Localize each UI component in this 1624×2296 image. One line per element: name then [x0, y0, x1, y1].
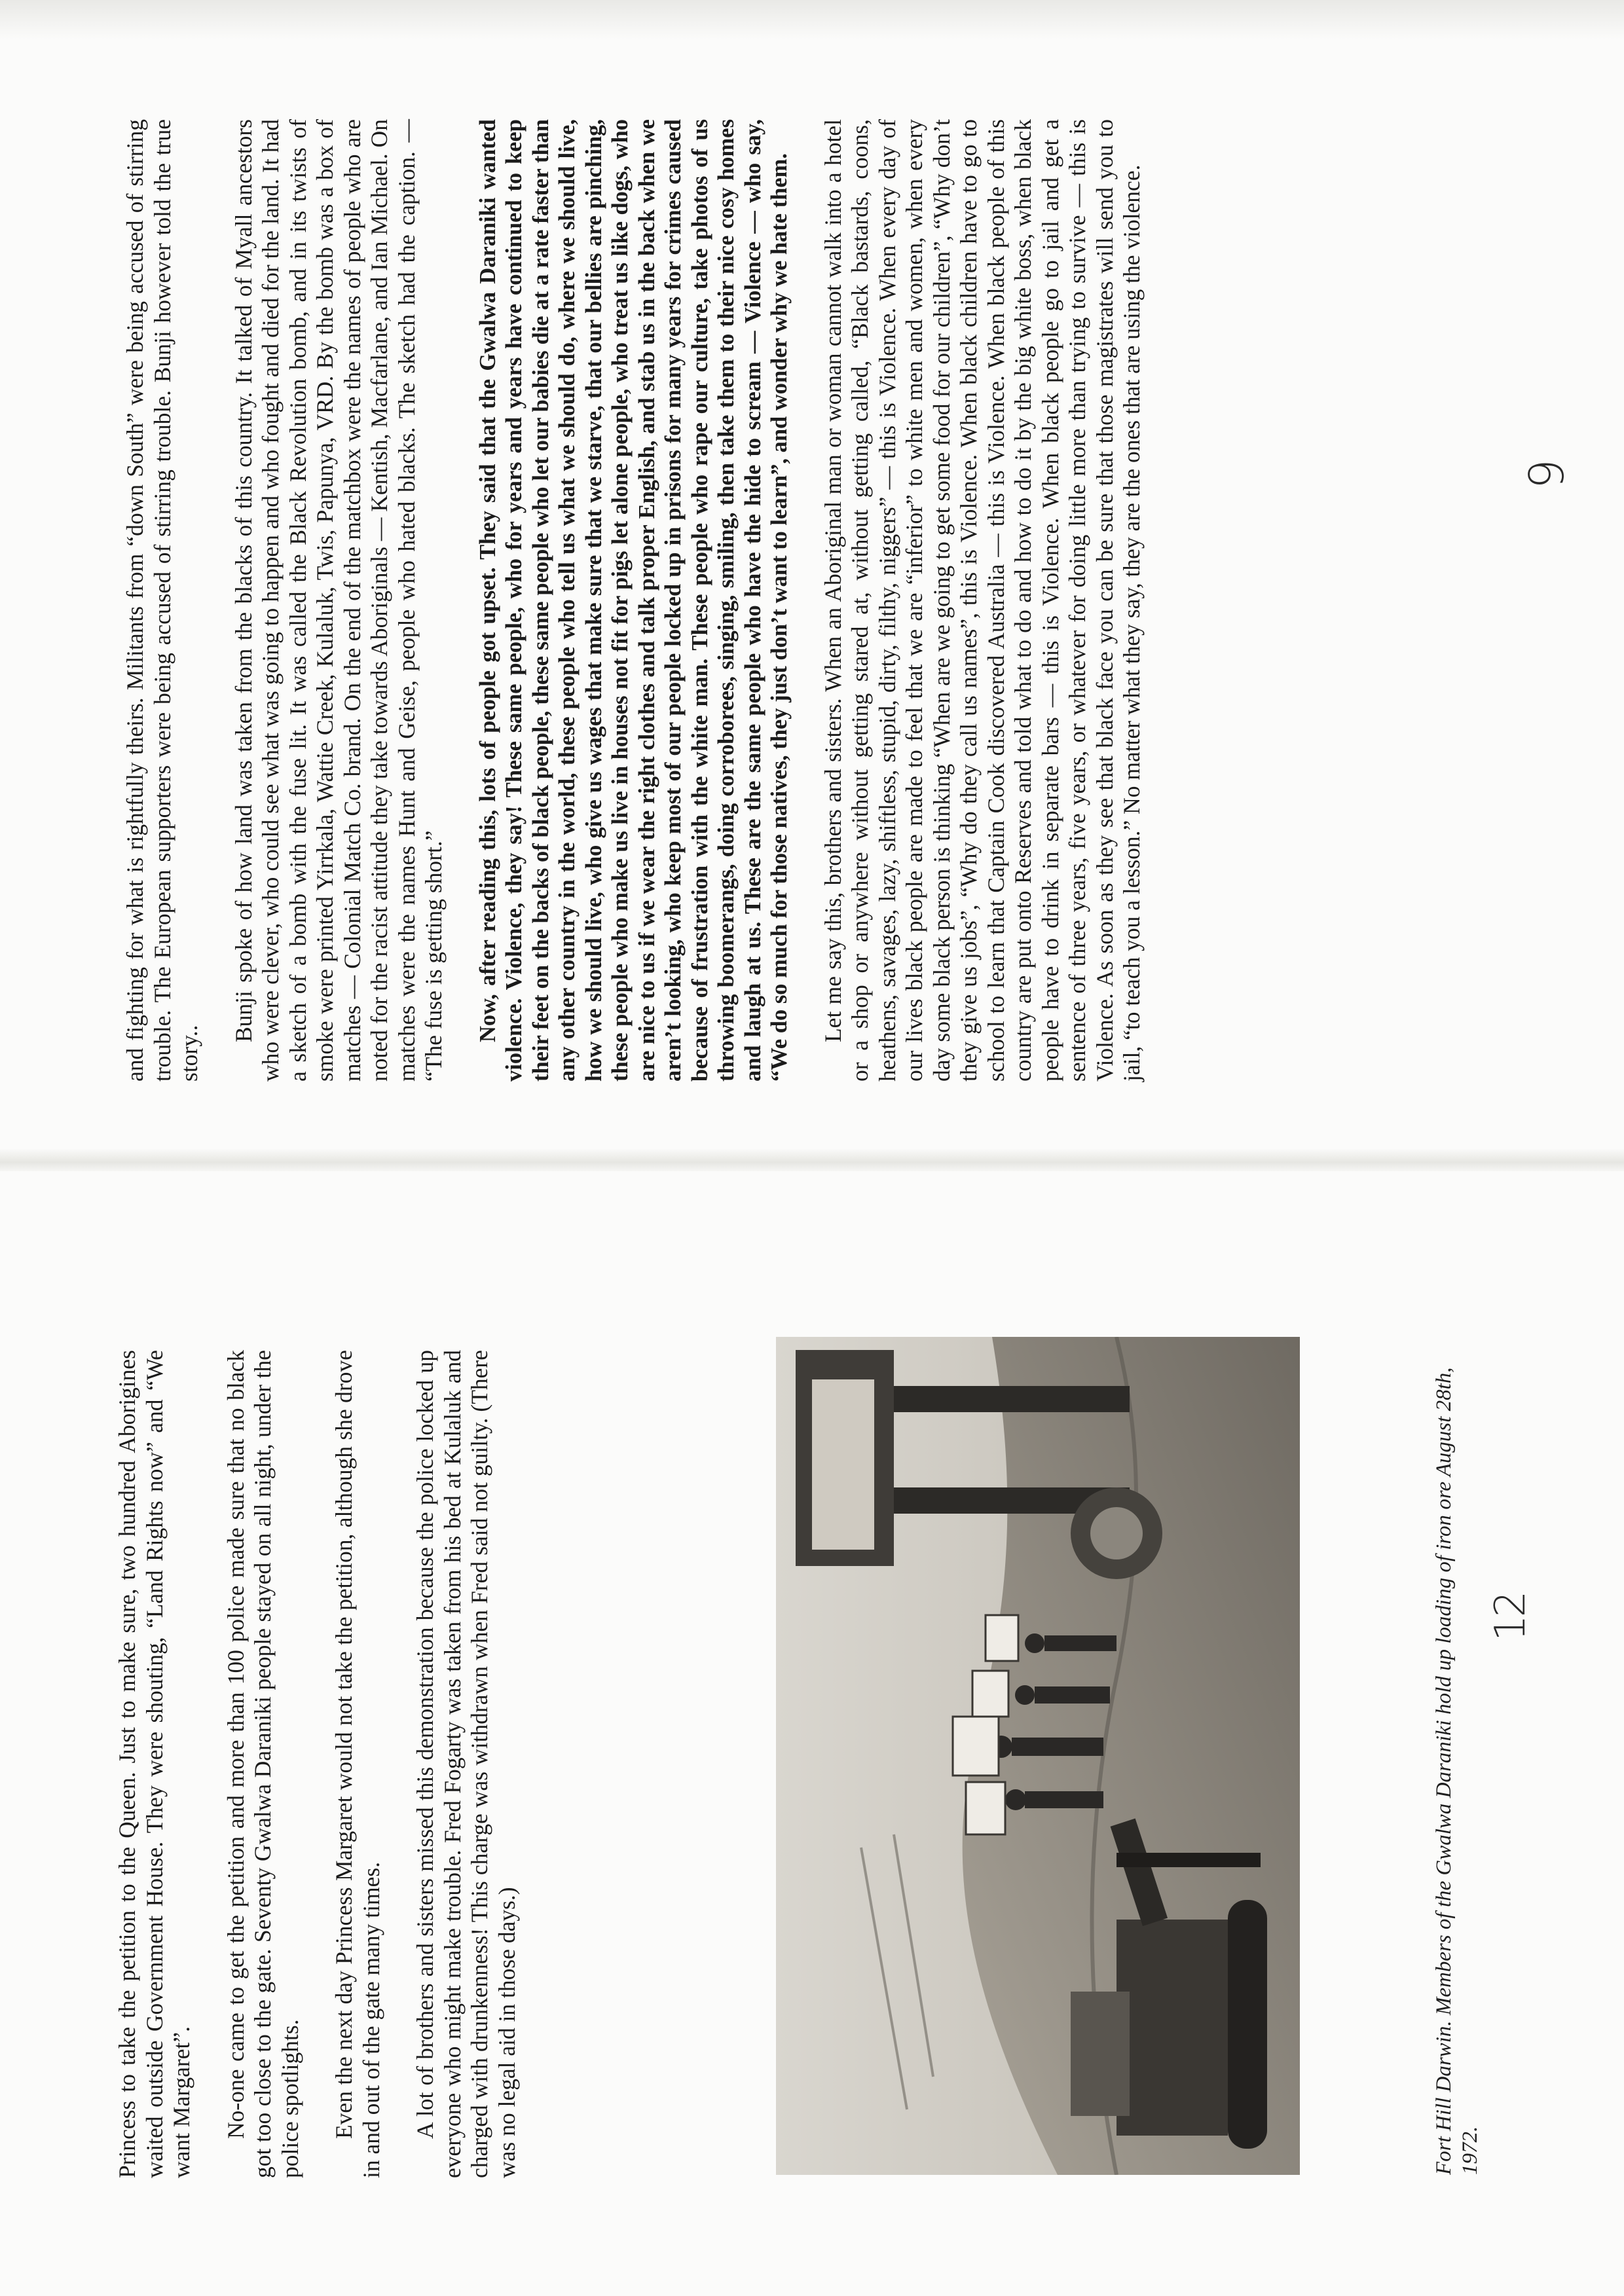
page-number-right: 9: [1519, 459, 1574, 489]
page-12: [0, 1170, 1624, 2296]
left-paragraph-4: A lot of brothers and sisters missed this demonstration because the police locked up everyone who might make trouble. Fred Fogarty was taken from his bed at Kulaluk and charged with drunkenness! This charge was withdrawn when Fred said not guilty. (There was no legal aid in those days.): [412, 1350, 520, 2178]
left-paragraph-1: Princess to take the petition to the Queen. Just to make sure, two hundred Aborigines waited outside Government House. They were shouting, “Land Rights now” and “We want Margaret”.: [114, 1350, 194, 2178]
page-number-left: 12: [1486, 1593, 1535, 1641]
left-paragraph-2: No-one came to get the petition and more than 100 police made sure that no black got too close to the gate. Seventy Gwalwa Daraniki people stayed on all night, under the police spotlights.: [222, 1350, 303, 2178]
right-paragraph-1: and fighting for what is rightfully theirs. Militants from “down South” were being accused of stirring trouble. The European supporters were being accused of stirring trouble. Bunji however told the true story..: [122, 119, 202, 1082]
fort-hill-photo-drawing: [776, 1337, 1300, 2175]
right-paragraph-2: Bunji spoke of how land was taken from the blacks of this country. It talked of Myall ancestors who were clever, who could see what was going to happen and who fought and died for the land. It had a sketch of a bomb with the fuse lit. It was called the Black Revolution bomb, and in its twists of smoke were printed Yirrkala, Wattie Creek, Kulaluk, Twis, Papunya, VRD. By the bomb was a box of matches — Colonial Match Co. brand. On the end of the matchbox were the names of people who are noted for the racist attitude they take towards Aboriginals — Kentish, Macfarlane, and Ian Michael. On matches were the names Hunt and Geise, people who hated blacks. The sketch had the caption. — “The fuse is getting short.”: [230, 119, 447, 1082]
page-fold: [0, 1149, 1624, 1171]
fort-hill-photo: [776, 1337, 1300, 2175]
left-text-column: [114, 1350, 521, 2178]
right-paragraph-4: Let me say this, brothers and sisters. When an Aboriginal man or woman cannot walk into a hotel or a shop or anywhere without getting stared at, without getting called, “Black bastards, coons, heathens, savages, lazy, shiftless, stupid, dirty, filthy, niggers” — this is Violence. When every day of our lives black people are made to feel that we are “inferior” to white men and women, when every day some black person is thinking “When are we going to get some food for our children”, “Why don’t they give us jobs”, “Why do they call us names”, this is Violence. When black children have to go to school to learn that Captain Cook discovered Australia — this is Violence. When black people of this country are put onto Reserves and told what to do and how to do it by the big white boss, when black people have to drink in separate bars — this is Violence. When black people go to jail and get a sentence of three years, five years, or whatever for doing little more than trying to survive — this is Violence. As soon as they see that black face you can be sure that those magistrates will send you to jail, “to teach you a lesson.” No matter what they say, they are the ones that are using the violence.: [819, 119, 1145, 1082]
right-paragraph-3: Now, after reading this, lots of people got upset. They said that the Gwalwa Daraniki wanted violence. Violence, they say! These same people, who for years and years have continued to keep their feet on the backs of black people, these same people who let our babies die at a rate faster than any other country in the world, these people who tell us what we should do, where we should live, how we should live, who give us wages that make sure that we starve, that our bellies are pinching, these people who make us live in houses not fit for pigs let alone people, who treat us like dogs, who are nice to us if we wear the right clothes and talk proper English, and stab us in the back when we aren’t looking, who keep most of our people locked up in prisons for many years for crimes caused because of frustration with the white man. These people who rape our culture, take photos of us throwing boomerangs, doing corroborees, singing, smiling, then take them to their nice cosy homes and laugh at us. These are the same people who have the hide to scream — Violence — who say, “We do so much for those natives, they just don’t want to learn”, and wonder why we hate them.: [475, 119, 792, 1082]
left-paragraph-3: Even the next day Princess Margaret would not take the petition, although she drove in and out of the gate many times.: [331, 1350, 384, 2178]
photo-caption: Fort Hill Darwin. Members of the Gwalwa Daraniki hold up loading of iron ore August 28th, 1972.: [1432, 1367, 1482, 2175]
right-text-column: [122, 119, 1146, 1082]
page-9: [0, 5, 1624, 1144]
